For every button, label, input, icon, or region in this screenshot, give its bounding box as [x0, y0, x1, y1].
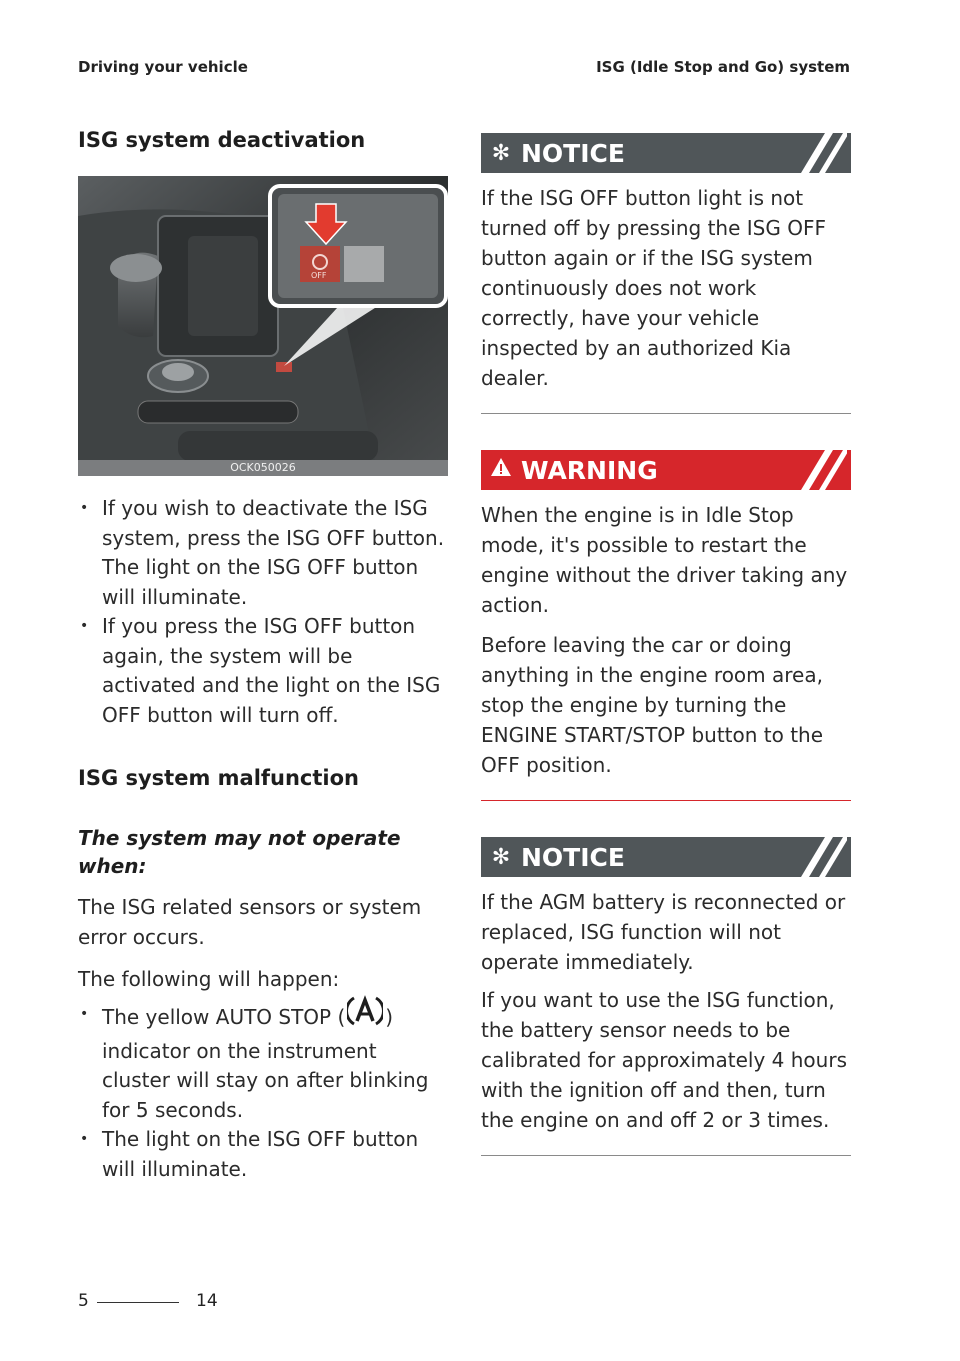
stripes-icon	[791, 133, 847, 173]
stripes-icon	[791, 837, 847, 877]
malfunction-para-2: The following will happen:	[78, 967, 340, 991]
asterisk-icon: ✻	[491, 844, 511, 870]
warning-triangle-icon	[481, 457, 521, 483]
malfunction-para-1: The ISG related sensors or system error occurs.	[78, 895, 422, 949]
auto-stop-indicator-icon	[347, 994, 383, 1037]
right-column	[481, 133, 851, 1156]
running-header-right: ISG (Idle Stop and Go) system	[596, 58, 850, 76]
deactivation-bullets	[78, 494, 450, 730]
list-item: • If you press the ISG OFF button again, the system will be activated and the light on the ISG OFF button will turn off.	[78, 612, 450, 730]
section-title-malfunction: ISG system malfunction	[78, 766, 359, 790]
page-number: 14	[196, 1291, 218, 1311]
notice-2-para-1: If the AGM battery is reconnected or replaced, ISG function will not operate immediately.	[481, 890, 846, 974]
notice-label: NOTICE	[521, 842, 625, 872]
warning-label: WARNING	[521, 455, 658, 485]
isg-button-label: OFF	[311, 271, 327, 280]
malfunction-bullets	[78, 1000, 450, 1184]
chapter-number: 5	[78, 1291, 89, 1311]
footer-rule	[97, 1302, 179, 1303]
bullet-text-before: The yellow AUTO STOP (	[102, 1004, 346, 1029]
console-photo	[78, 176, 448, 476]
notice-2-para-2: If you want to use the ISG function, the battery sensor needs to be calibrated for approximately 4 hours with the ignition off and then, turn the engine on and off 2 or 3 times.	[481, 988, 847, 1132]
section-divider	[481, 1155, 851, 1156]
warning-banner	[481, 450, 851, 490]
notice-label: NOTICE	[521, 138, 625, 168]
bullet-text-after: ) indicator on the instrument cluster will stay on after blinking for 5 seconds.	[102, 1004, 429, 1122]
running-header-left: Driving your vehicle	[78, 58, 248, 76]
list-item: • The light on the ISG OFF button will illuminate.	[78, 1125, 450, 1184]
section-title-deactivation: ISG system deactivation	[78, 128, 366, 152]
section-divider	[481, 800, 851, 801]
list-item	[78, 1000, 450, 1125]
notice-banner-1	[481, 133, 851, 173]
asterisk-icon: ✻	[491, 140, 511, 166]
notice-1-text: If the ISG OFF button light is not turned off by pressing the ISG OFF button again or if the ISG system continuously does not work correctly, have your vehicle inspected by an authorized Kia dealer.	[481, 186, 826, 390]
warning-para-2: Before leaving the car or doing anything in the engine room area, stop the engine by turning the ENGINE START/STOP button to the OFF position.	[481, 633, 824, 777]
warning-para-1: When the engine is in Idle Stop mode, it's possible to restart the engine without the driver taking any action.	[481, 503, 848, 617]
photo-caption: OCK050026	[78, 460, 448, 476]
section-divider	[481, 413, 851, 414]
stripes-icon	[791, 450, 847, 490]
left-column	[78, 128, 450, 1184]
console-illustration	[78, 176, 448, 476]
list-item: • If you wish to deactivate the ISG system, press the ISG OFF button. The light on the ISG OFF button will illuminate.	[78, 494, 450, 612]
notice-banner-2	[481, 837, 851, 877]
malfunction-subtitle: The system may not operate when:	[78, 826, 401, 878]
